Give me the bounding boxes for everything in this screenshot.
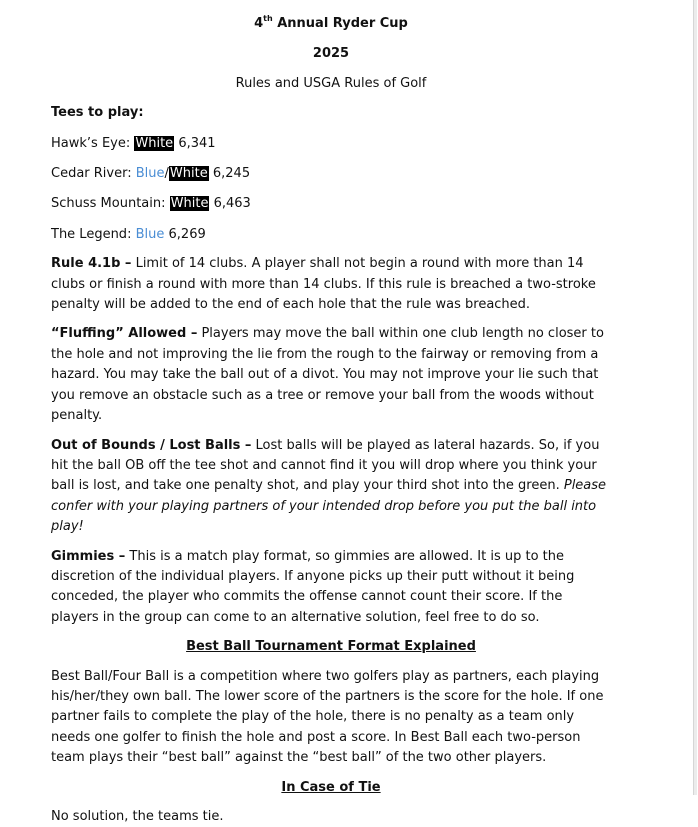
rule-text: This is a match play format, so gimmies are allowed. It is up to the discretion of the individual players. If anyone picks up their putt without it being conceded, the player who commits the offense cannot count their score. If the players in the group can come to an alternative solution, feel free to do so. <box>51 548 575 625</box>
rule-text: Players may move the ball within one club length no closer to the hole and not improving the lie from the rough to the fairway or removing from a hazard. You may take the ball out of a divot. You may not improve your lie such that you remove an obstacle such as a tree or remove your ball from the woods without penalty. <box>51 326 604 424</box>
document-body <box>51 14 611 827</box>
course-label: Hawk’s Eye: <box>51 135 131 151</box>
yardage: 6,269 <box>168 226 206 242</box>
tie-paragraph: No solution, the teams tie. <box>51 809 224 824</box>
yardage: 6,341 <box>178 135 216 151</box>
rule-title: Gimmies – <box>51 548 126 564</box>
tie-heading: In Case of Tie <box>281 779 381 795</box>
rule-gimmies <box>51 547 611 629</box>
white-tee-highlight: White <box>170 196 209 212</box>
white-tee-highlight: White <box>169 166 208 182</box>
blue-tee-label: Blue <box>135 166 165 182</box>
tee-hawks-eye <box>51 134 611 154</box>
white-tee-highlight: White <box>135 135 174 151</box>
rule-title: “Fluffing” Allowed – <box>51 326 198 342</box>
title-superscript: th <box>263 14 273 23</box>
yardage: 6,245 <box>212 166 251 182</box>
rule-title: Out of Bounds / Lost Balls – <box>51 437 252 453</box>
format-heading: Best Ball Tournament Format Explained <box>186 639 476 655</box>
rule-text: Lost balls will be played as lateral hazards. So, if you hit the ball OB off the tee shot and cannot find it you will drop where you think your ball is lost, and take one penalty shot, and play your third shot into the green. <box>51 437 600 494</box>
course-label: Cedar River: <box>51 166 132 182</box>
title-text: Annual Ryder Cup <box>277 16 408 31</box>
rule-fluffing <box>51 324 611 426</box>
title-number: 4 <box>254 16 264 31</box>
yardage: 6,463 <box>213 196 251 212</box>
tee-the-legend <box>51 225 611 245</box>
rule-4-1b <box>51 254 611 315</box>
format-paragraph: Best Ball/Four Ball is a competition where two golfers play as partners, each playing his/her/they own ball. The lower score of the partners is the score for the hole. If one partner fails to complete the play of the hole, there is no penalty as a team only needs one golfer to finish the hole and post a score. In Best Ball each two-person team plays their “best ball” against the “best ball” of the two other players. <box>51 668 604 766</box>
rule-out-of-bounds <box>51 436 611 538</box>
document-title <box>51 14 611 34</box>
document-subtitle: Rules and USGA Rules of Golf <box>235 75 427 91</box>
document-year: 2025 <box>312 46 350 62</box>
tee-separator: / <box>164 166 169 182</box>
tees-heading: Tees to play: <box>51 105 144 121</box>
tee-cedar-river <box>51 164 611 184</box>
blue-tee-label: Blue <box>135 226 165 242</box>
page-edge <box>694 0 697 795</box>
tee-schuss-mountain <box>51 194 611 214</box>
rule-text: Limit of 14 clubs. A player shall not begin a round with more than 14 clubs or finish a round with more than 14 clubs. If this rule is breached a two-stroke penalty will be added to the end of each hole that the rule was breached. <box>51 256 596 313</box>
rule-title: Rule 4.1b – <box>51 256 132 272</box>
course-label: The Legend: <box>51 226 132 242</box>
course-label: Schuss Mountain: <box>51 196 166 212</box>
rule-italic-note: Please confer with your playing partners of your intended drop before you put the ball into play! <box>51 478 607 535</box>
